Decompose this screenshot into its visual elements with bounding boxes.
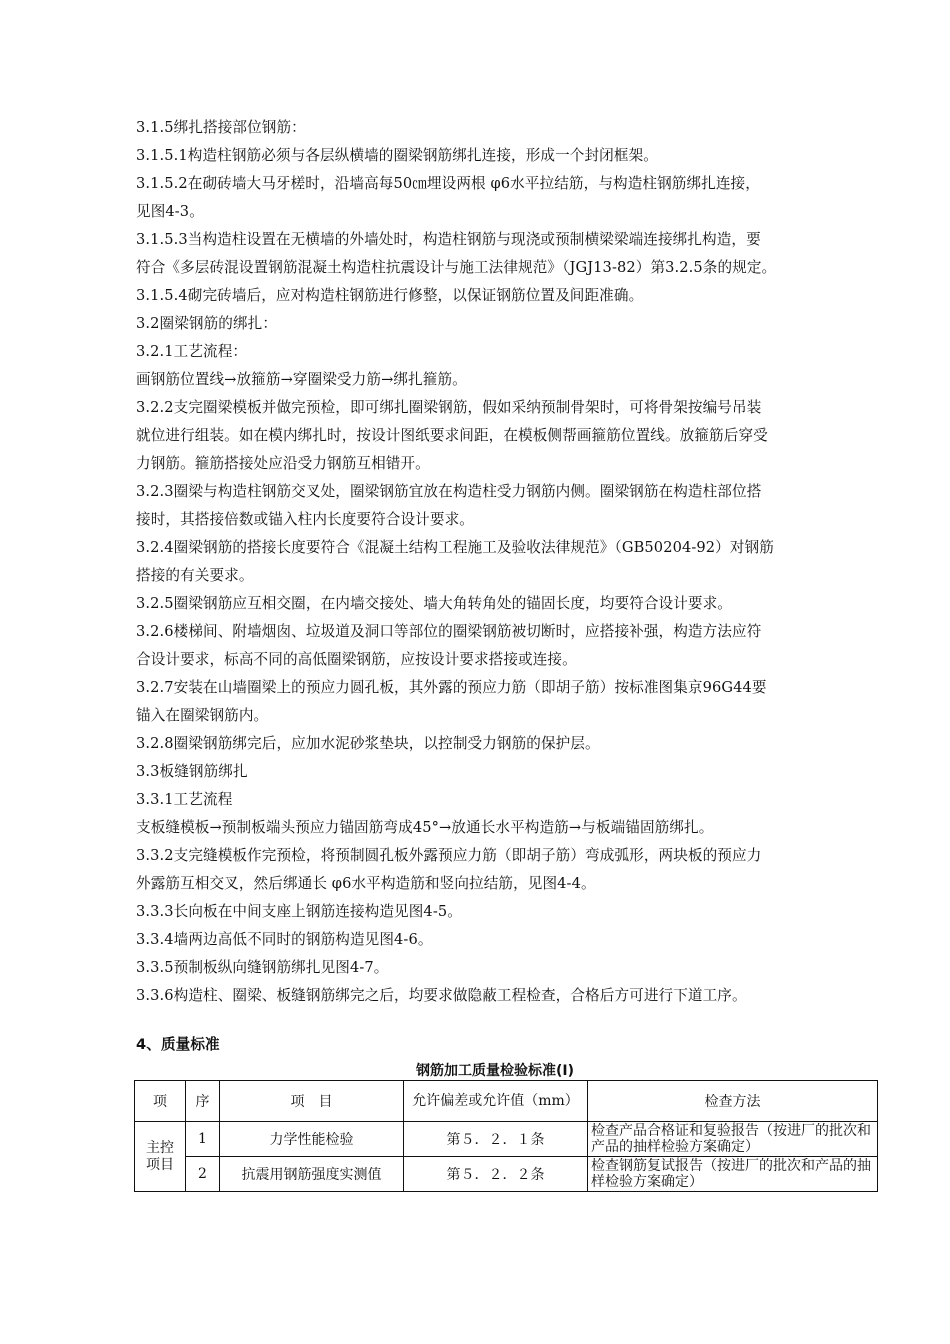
paragraph-line: 3.1.5绑扎搭接部位钢筋： [136, 119, 306, 136]
paragraph-line: 符合《多层砖混设置钢筋混凝土构造柱抗震设计与施工法律规范》（JGJ13-82）第3.2.5条的规定。 [136, 259, 777, 276]
paragraph-line: 3.3板缝钢筋绑扎 [136, 763, 248, 780]
paragraph-line: 3.2.6楼梯间、附墙烟囱、垃圾道及洞口等部位的圈梁钢筋被切断时，应搭接补强，构造方法应符 [136, 623, 762, 640]
paragraph-p17 [136, 786, 836, 814]
paragraph-line: 见图4-3。 [136, 203, 204, 220]
header-category: 项 [135, 1081, 186, 1122]
paragraph-p1 [136, 114, 836, 142]
paragraph-p14 [136, 674, 836, 730]
row-method: 检查钢筋复试报告（按进厂的批次和产品的抽样检验方案确定） [588, 1157, 878, 1192]
paragraph-p9 [136, 394, 836, 478]
paragraph-p10 [136, 478, 836, 534]
paragraph-line: 外露筋互相交叉，然后绑通长 φ6水平构造筋和竖向拉结筋，见图4-4。 [136, 875, 596, 892]
paragraph-p5 [136, 282, 836, 310]
paragraph-line: 3.3.3长向板在中间支座上钢筋连接构造见图4-5。 [136, 903, 462, 920]
paragraph-line: 3.2.2支完圈梁模板并做完预检，即可绑扎圈梁钢筋，假如采纳预制骨架时，可将骨架按编号吊装 [136, 399, 762, 416]
paragraph-p4 [136, 226, 836, 282]
paragraph-p11 [136, 534, 836, 590]
row-no: 2 [186, 1157, 220, 1192]
paragraph-line: 3.3.5预制板纵向缝钢筋绑扎见图4-7。 [136, 959, 389, 976]
paragraph-p6 [136, 310, 836, 338]
row-item: 力学性能检验 [220, 1122, 404, 1157]
paragraph-line: 3.2.8圈梁钢筋绑完后，应加水泥砂浆垫块，以控制受力钢筋的保护层。 [136, 735, 600, 752]
paragraph-line: 支板缝模板→预制板端头预应力锚固筋弯成45°→放通长水平构造筋→与板端锚固筋绑扎。 [136, 819, 714, 836]
header-tolerance: 允许偏差或允许值（mm） [404, 1081, 588, 1122]
paragraph-line: 3.2.1工艺流程： [136, 343, 248, 360]
paragraph-line: 3.1.5.3当构造柱设置在无横墙的外墙处时，构造柱钢筋与现浇或预制横梁梁端连接绑扎构造，要 [136, 231, 761, 248]
paragraph-line: 合设计要求，标高不同的高低圈梁钢筋，应按设计要求搭接或连接。 [136, 651, 577, 668]
paragraph-p18 [136, 814, 836, 842]
paragraph-p23 [136, 982, 836, 1010]
paragraph-line: 3.1.5.2在砌砖墙大马牙槎时，沿墙高每50㎝埋设两根 φ6水平拉结筋，与构造柱钢筋绑扎连接， [136, 175, 760, 192]
paragraph-line: 3.2.3圈梁与构造柱钢筋交叉处，圈梁钢筋宜放在构造柱受力钢筋内侧。圈梁钢筋在构造柱部位搭 [136, 483, 762, 500]
paragraph-line: 3.3.1工艺流程 [136, 791, 233, 808]
paragraph-p21 [136, 926, 836, 954]
paragraph-line: 3.3.2支完缝模板作完预检，将预制圆孔板外露预应力筋（即胡子筋）弯成弧形，两块板的预应力 [136, 847, 762, 864]
paragraph-line: 就位进行组装。如在模内绑扎时，按设计图纸要求间距，在模板侧帮画箍筋位置线。放箍筋后穿受 [136, 427, 768, 444]
paragraph-p15 [136, 730, 836, 758]
paragraph-p8 [136, 366, 836, 394]
paragraph-line: 接时，其搭接倍数或锚入柱内长度要符合设计要求。 [136, 511, 474, 528]
paragraph-line: 3.2.7安装在山墙圈梁上的预应力圆孔板，其外露的预应力筋（即胡子筋）按标准图集京96G44要 [136, 679, 767, 696]
paragraph-line: 3.1.5.1构造柱钢筋必须与各层纵横墙的圈梁钢筋绑扎连接，形成一个封闭框架。 [136, 147, 658, 164]
paragraph-p22 [136, 954, 836, 982]
paragraph-p3 [136, 170, 836, 226]
paragraph-line: 搭接的有关要求。 [136, 567, 254, 584]
paragraph-p2 [136, 142, 836, 170]
table-caption: 钢筋加工质量检验标准(I) [415, 1063, 574, 1079]
paragraph-p16 [136, 758, 836, 786]
table-row [135, 1157, 878, 1192]
paragraph-line: 力钢筋。箍筋搭接处应沿受力钢筋互相错开。 [136, 455, 430, 472]
paragraph-p7 [136, 338, 836, 366]
paragraph-p20 [136, 898, 836, 926]
paragraph-line: 3.1.5.4砌完砖墙后，应对构造柱钢筋进行修整，以保证钢筋位置及间距准确。 [136, 287, 644, 304]
paragraph-line: 3.2.5圈梁钢筋应互相交圈，在内墙交接处、墙大角转角处的锚固长度，均要符合设计要求。 [136, 595, 732, 612]
row-value: 第５．２．２条 [404, 1157, 588, 1192]
section-heading: 4、质量标准 [136, 1036, 220, 1053]
paragraph-line: 3.3.6构造柱、圈梁、板缝钢筋绑完之后，均要求做隐蔽工程检查，合格后方可进行下道工序。 [136, 987, 747, 1004]
header-method: 检查方法 [588, 1081, 878, 1122]
row-method: 检查产品合格证和复验报告（按进厂的批次和产品的抽样检验方案确定） [588, 1122, 878, 1157]
paragraph-line: 3.2.4圈梁钢筋的搭接长度要符合《混凝土结构工程施工及验收法律规范》（GB50204-92）对钢筋 [136, 539, 774, 556]
row-value: 第５．２．１条 [404, 1122, 588, 1157]
row-item: 抗震用钢筋强度实测值 [220, 1157, 404, 1192]
paragraph-line: 画钢筋位置线→放箍筋→穿圈梁受力筋→绑扎箍筋。 [136, 371, 467, 388]
row-no: 1 [186, 1122, 220, 1157]
paragraph-line: 3.2圈梁钢筋的绑扎： [136, 315, 278, 332]
quality-standard-table [134, 1080, 878, 1192]
group-label: 主控项目 [135, 1122, 186, 1192]
paragraph-p19 [136, 842, 836, 898]
paragraph-line: 锚入在圈梁钢筋内。 [136, 707, 269, 724]
table-header-row [135, 1081, 878, 1122]
header-item: 项 目 [220, 1081, 404, 1122]
header-seq: 序 [186, 1081, 220, 1122]
paragraph-line: 3.3.4墙两边高低不同时的钢筋构造见图4-6。 [136, 931, 433, 948]
paragraph-p13 [136, 618, 836, 674]
table-row [135, 1122, 878, 1157]
paragraph-p12 [136, 590, 836, 618]
